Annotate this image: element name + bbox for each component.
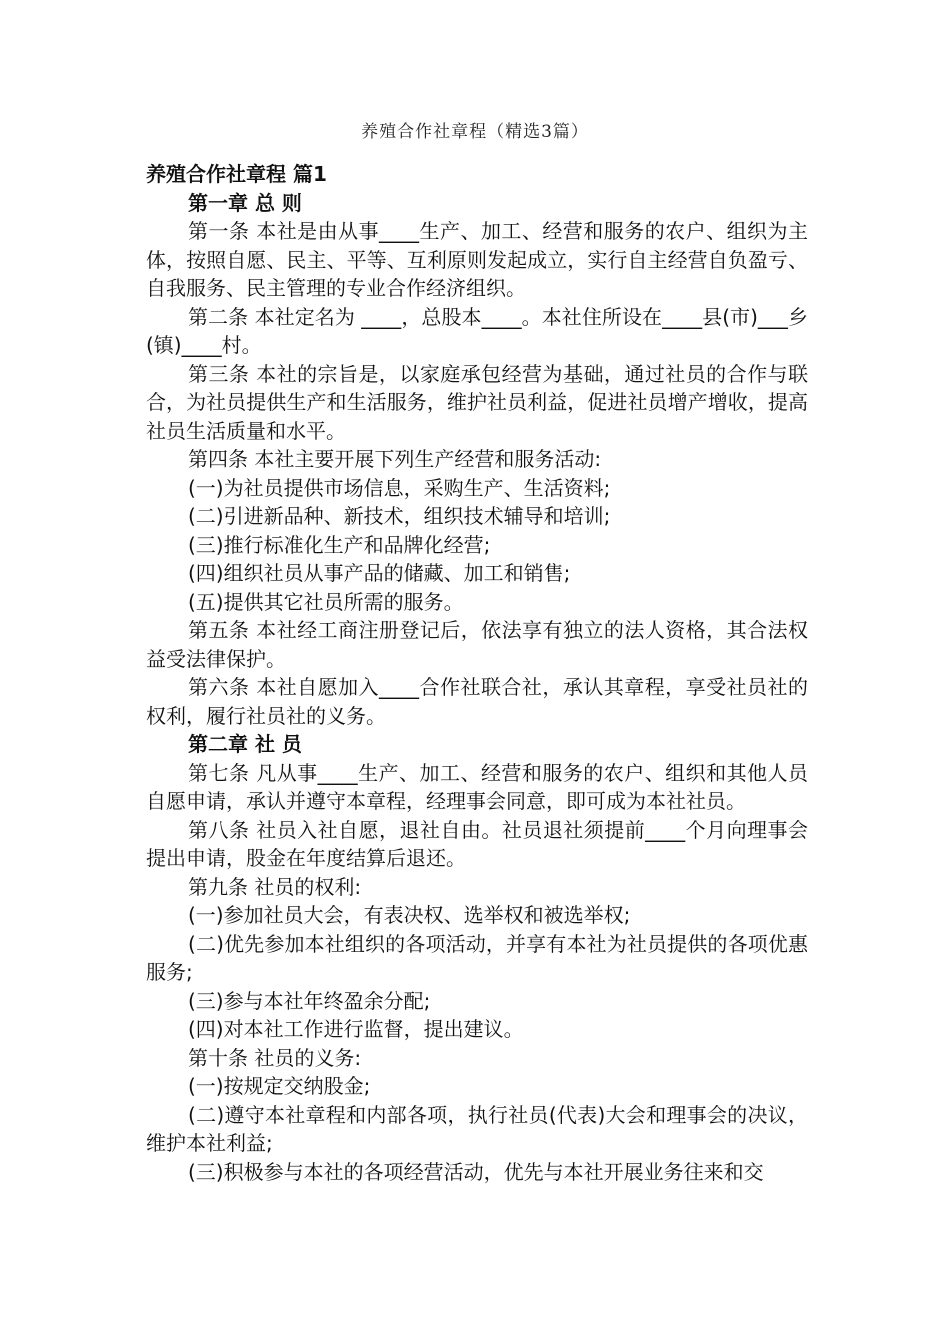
- article-paragraph: 第五条 本社经工商注册登记后，依法享有独立的法人资格，其合法权益受法律保护。: [146, 618, 808, 671]
- article-paragraph: 第三条 本社的宗旨是，以家庭承包经营为基础，通过社员的合作与联合，为社员提供生产和生活服务，维护社员利益，促进社员增产增收，提高社员生活质量和水平。: [146, 361, 808, 443]
- document-body: [146, 160, 808, 1186]
- article-paragraph: (四)对本社工作进行监督，提出建议。: [188, 1017, 524, 1041]
- article-paragraph: (三)推行标准化生产和品牌化经营;: [188, 532, 491, 557]
- article-paragraph: (三)参与本社年终盈余分配;: [188, 988, 431, 1013]
- article-paragraph: 第二条 本社定名为 ____，总股本____。本社住所设在____县(市)___乡(镇)____村。: [146, 304, 808, 357]
- article-paragraph: (一)为社员提供市场信息，采购生产、生活资料;: [188, 475, 611, 500]
- chapter-heading: 第二章 社 员: [188, 732, 302, 756]
- section-heading: 养殖合作社章程 篇1: [146, 162, 327, 186]
- paragraph-list: [146, 189, 808, 1187]
- article-paragraph: 第一条 本社是由从事____生产、加工、经营和服务的农户、组织为主体，按照自愿、民主、平等、互利原则发起成立，实行自主经营自负盈亏、自我服务、民主管理的专业合作经济组织。: [146, 219, 808, 300]
- article-paragraph: (一)按规定交纳股金;: [188, 1074, 371, 1098]
- article-paragraph: (三)积极参与本社的各项经营活动，优先与本社开展业务往来和交: [188, 1159, 764, 1184]
- article-paragraph: (五)提供其它社员所需的服务。: [188, 589, 464, 614]
- chapter-heading: 第一章 总 则: [188, 190, 302, 215]
- document-title: 养殖合作社章程（精选3篇）: [361, 122, 589, 142]
- article-paragraph: 第九条 社员的权利:: [188, 874, 362, 899]
- article-paragraph: (二)优先参加本社组织的各项活动，并享有本社为社员提供的各项优惠服务;: [146, 931, 808, 984]
- article-paragraph: 第六条 本社自愿加入____合作社联合社，承认其章程，享受社员社的权利，履行社员社的义务。: [146, 675, 808, 728]
- article-paragraph: 第四条 本社主要开展下列生产经营和服务活动:: [188, 447, 602, 471]
- article-paragraph: (二)引进新品种、新技术，组织技术辅导和培训;: [188, 504, 611, 528]
- article-paragraph: (一)参加社员大会，有表决权、选举权和被选举权;: [188, 903, 631, 927]
- article-paragraph: 第八条 社员入社自愿，退社自由。社员退社须提前____个月向理事会提出申请，股金在年度结算后退还。: [146, 817, 808, 870]
- article-paragraph: 第十条 社员的义务:: [188, 1045, 362, 1070]
- article-paragraph: (四)组织社员从事产品的储藏、加工和销售;: [188, 561, 571, 585]
- article-paragraph: (二)遵守本社章程和内部各项，执行社员(代表)大会和理事会的决议，维护本社利益;: [146, 1102, 808, 1155]
- article-paragraph: 第七条 凡从事____生产、加工、经营和服务的农户、组织和其他人员自愿申请，承认并遵守本章程，经理事会同意，即可成为本社社员。: [146, 760, 808, 813]
